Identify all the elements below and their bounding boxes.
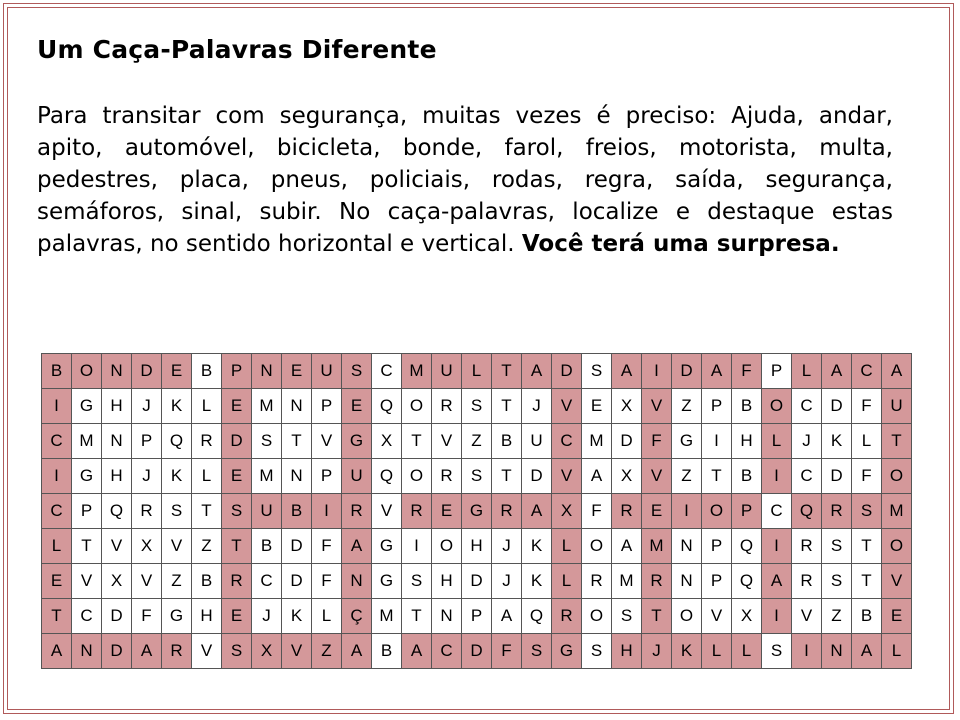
grid-cell[interactable]: P xyxy=(132,424,162,459)
grid-cell[interactable]: X xyxy=(612,459,642,494)
grid-cell[interactable]: D xyxy=(102,599,132,634)
grid-cell[interactable]: X xyxy=(612,389,642,424)
grid-cell[interactable]: L xyxy=(882,634,912,669)
grid-cell[interactable]: J xyxy=(522,389,552,424)
grid-cell[interactable]: D xyxy=(282,564,312,599)
grid-cell[interactable]: L xyxy=(312,599,342,634)
grid-cell[interactable]: J xyxy=(792,424,822,459)
grid-cell[interactable]: S xyxy=(582,354,612,389)
grid-cell[interactable]: G xyxy=(372,529,402,564)
grid-cell[interactable]: E xyxy=(222,459,252,494)
grid-cell[interactable]: V xyxy=(102,529,132,564)
grid-cell[interactable]: A xyxy=(522,354,552,389)
grid-cell[interactable]: L xyxy=(192,389,222,424)
grid-cell[interactable]: E xyxy=(582,389,612,424)
grid-cell[interactable]: A xyxy=(522,494,552,529)
grid-cell[interactable]: P xyxy=(312,459,342,494)
grid-cell[interactable]: O xyxy=(672,599,702,634)
grid-cell[interactable]: A xyxy=(612,529,642,564)
grid-cell[interactable]: B xyxy=(732,389,762,424)
grid-cell[interactable]: O xyxy=(702,494,732,529)
grid-cell[interactable]: Q xyxy=(522,599,552,634)
grid-cell[interactable]: H xyxy=(432,564,462,599)
grid-cell[interactable]: S xyxy=(342,354,372,389)
grid-cell[interactable]: S xyxy=(222,494,252,529)
grid-cell[interactable]: Ç xyxy=(342,599,372,634)
grid-cell[interactable]: R xyxy=(582,564,612,599)
grid-cell[interactable]: B xyxy=(252,529,282,564)
grid-cell[interactable]: U xyxy=(522,424,552,459)
grid-cell[interactable]: T xyxy=(42,599,72,634)
grid-cell[interactable]: P xyxy=(72,494,102,529)
grid-cell[interactable]: R xyxy=(552,599,582,634)
grid-cell[interactable]: O xyxy=(432,529,462,564)
grid-cell[interactable]: E xyxy=(882,599,912,634)
grid-cell[interactable]: T xyxy=(852,564,882,599)
grid-cell[interactable]: A xyxy=(582,459,612,494)
grid-cell[interactable]: D xyxy=(672,354,702,389)
grid-cell[interactable]: P xyxy=(312,389,342,424)
grid-cell[interactable]: R xyxy=(822,494,852,529)
grid-cell[interactable]: N xyxy=(342,564,372,599)
grid-cell[interactable]: P xyxy=(702,564,732,599)
grid-cell[interactable]: L xyxy=(852,424,882,459)
grid-cell[interactable]: G xyxy=(342,424,372,459)
grid-cell[interactable]: C xyxy=(852,354,882,389)
grid-cell[interactable]: X xyxy=(102,564,132,599)
grid-cell[interactable]: R xyxy=(432,459,462,494)
grid-cell[interactable]: F xyxy=(312,564,342,599)
grid-cell[interactable]: V xyxy=(282,634,312,669)
grid-cell[interactable]: I xyxy=(672,494,702,529)
grid-cell[interactable]: C xyxy=(42,424,72,459)
instructions-paragraph xyxy=(37,100,893,260)
grid-cell[interactable]: U xyxy=(312,354,342,389)
grid-cell[interactable]: R xyxy=(132,494,162,529)
grid-cell[interactable]: P xyxy=(702,389,732,424)
grid-cell[interactable]: F xyxy=(312,529,342,564)
grid-cell[interactable]: N xyxy=(282,459,312,494)
grid-cell[interactable]: T xyxy=(402,424,432,459)
grid-cell[interactable]: S xyxy=(612,599,642,634)
grid-cell[interactable]: I xyxy=(702,424,732,459)
grid-cell[interactable]: Z xyxy=(672,389,702,424)
grid-cell[interactable]: H xyxy=(462,529,492,564)
grid-cell[interactable]: V xyxy=(552,389,582,424)
grid-cell[interactable]: C xyxy=(762,494,792,529)
grid-cell[interactable]: D xyxy=(822,459,852,494)
grid-cell[interactable]: L xyxy=(192,459,222,494)
grid-cell[interactable]: V xyxy=(192,634,222,669)
grid-cell[interactable]: T xyxy=(72,529,102,564)
grid-cell[interactable]: S xyxy=(462,389,492,424)
grid-cell[interactable]: P xyxy=(732,494,762,529)
grid-cell[interactable]: T xyxy=(282,424,312,459)
grid-cell[interactable]: S xyxy=(762,634,792,669)
grid-cell[interactable]: G xyxy=(72,459,102,494)
grid-cell[interactable]: K xyxy=(162,459,192,494)
grid-cell[interactable]: I xyxy=(42,389,72,424)
grid-cell[interactable]: Q xyxy=(162,424,192,459)
grid-cell[interactable]: X xyxy=(732,599,762,634)
instructions-text: Para transitar com segurança, muitas vezes é preciso: Ajuda, andar, apito, automóvel, bicicleta, bonde, farol, freios, motorista, multa, pedestres, placa, pneus, policiais, rodas, regra, saída, segurança, semáforos, sinal, subir. No caça-palavras, localize e destaque estas palavras, no sentido horizontal e vertical. xyxy=(37,103,893,257)
grid-cell[interactable]: N xyxy=(102,424,132,459)
grid-cell[interactable]: A xyxy=(492,599,522,634)
grid-cell[interactable]: K xyxy=(822,424,852,459)
grid-cell[interactable]: O xyxy=(582,599,612,634)
grid-cell[interactable]: X xyxy=(132,529,162,564)
grid-cell[interactable]: D xyxy=(822,389,852,424)
grid-cell[interactable]: D xyxy=(552,354,582,389)
grid-cell[interactable]: E xyxy=(222,599,252,634)
grid-cell[interactable]: L xyxy=(762,424,792,459)
grid-cell[interactable]: O xyxy=(72,354,102,389)
grid-cell[interactable]: G xyxy=(72,389,102,424)
grid-cell[interactable]: L xyxy=(42,529,72,564)
grid-cell[interactable]: S xyxy=(162,494,192,529)
grid-cell[interactable]: D xyxy=(102,634,132,669)
grid-cell[interactable]: D xyxy=(462,634,492,669)
grid-cell[interactable]: B xyxy=(492,424,522,459)
grid-cell[interactable]: B xyxy=(42,354,72,389)
grid-cell[interactable]: J xyxy=(132,459,162,494)
grid-cell[interactable]: E xyxy=(42,564,72,599)
grid-cell[interactable]: B xyxy=(282,494,312,529)
grid-cell[interactable]: A xyxy=(612,354,642,389)
grid-cell[interactable]: A xyxy=(132,634,162,669)
grid-cell[interactable]: S xyxy=(462,459,492,494)
word-search-grid xyxy=(41,353,912,669)
grid-cell[interactable]: I xyxy=(42,459,72,494)
grid-cell[interactable]: N xyxy=(672,529,702,564)
grid-cell[interactable]: H xyxy=(102,389,132,424)
grid-cell[interactable]: C xyxy=(252,564,282,599)
grid-cell[interactable]: E xyxy=(642,494,672,529)
grid-cell[interactable]: S xyxy=(252,424,282,459)
grid-cell[interactable]: U xyxy=(252,494,282,529)
grid-cell[interactable]: G xyxy=(552,634,582,669)
grid-cell[interactable]: F xyxy=(732,354,762,389)
grid-cell[interactable]: O xyxy=(582,529,612,564)
grid-cell[interactable]: O xyxy=(402,459,432,494)
grid-cell[interactable]: S xyxy=(822,529,852,564)
grid-cell[interactable]: X xyxy=(372,424,402,459)
grid-cell[interactable]: F xyxy=(852,459,882,494)
grid-cell[interactable]: R xyxy=(162,634,192,669)
grid-cell[interactable]: K xyxy=(672,634,702,669)
grid-cell[interactable]: K xyxy=(282,599,312,634)
grid-cell[interactable]: V xyxy=(312,424,342,459)
grid-cell[interactable]: Q xyxy=(372,459,402,494)
grid-cell[interactable]: A xyxy=(42,634,72,669)
grid-cell[interactable]: A xyxy=(342,529,372,564)
grid-cell[interactable]: P xyxy=(702,529,732,564)
grid-cell[interactable]: T xyxy=(222,529,252,564)
grid-cell[interactable]: O xyxy=(402,389,432,424)
grid-cell[interactable]: R xyxy=(402,494,432,529)
grid-cell[interactable]: D xyxy=(522,459,552,494)
grid-cell[interactable]: I xyxy=(312,494,342,529)
grid-cell[interactable]: D xyxy=(132,354,162,389)
grid-cell[interactable]: B xyxy=(852,599,882,634)
grid-cell[interactable]: R xyxy=(342,494,372,529)
grid-cell[interactable]: U xyxy=(342,459,372,494)
grid-cell[interactable]: R xyxy=(432,389,462,424)
grid-cell[interactable]: Z xyxy=(192,529,222,564)
grid-cell[interactable]: M xyxy=(402,354,432,389)
grid-cell[interactable]: I xyxy=(642,354,672,389)
grid-cell[interactable]: M xyxy=(642,529,672,564)
grid-cell[interactable]: J xyxy=(492,564,522,599)
grid-cell[interactable]: A xyxy=(402,634,432,669)
grid-cell[interactable]: C xyxy=(552,424,582,459)
grid-cell[interactable]: O xyxy=(762,389,792,424)
grid-cell[interactable]: H xyxy=(102,459,132,494)
grid-cell[interactable]: U xyxy=(432,354,462,389)
grid-cell[interactable]: O xyxy=(882,529,912,564)
grid-cell[interactable]: M xyxy=(252,459,282,494)
grid-cell[interactable]: D xyxy=(462,564,492,599)
grid-cell[interactable]: K xyxy=(522,564,552,599)
grid-cell[interactable]: X xyxy=(552,494,582,529)
grid-cell[interactable]: D xyxy=(612,424,642,459)
grid-cell[interactable]: N xyxy=(72,634,102,669)
grid-cell[interactable]: H xyxy=(732,424,762,459)
grid-cell[interactable]: A xyxy=(702,354,732,389)
grid-cell[interactable]: C xyxy=(432,634,462,669)
grid-cell[interactable]: V xyxy=(642,389,672,424)
grid-cell[interactable]: C xyxy=(372,354,402,389)
grid-cell[interactable]: V xyxy=(642,459,672,494)
grid-cell[interactable]: M xyxy=(252,389,282,424)
grid-cell[interactable]: I xyxy=(762,529,792,564)
grid-cell[interactable]: A xyxy=(852,634,882,669)
grid-cell[interactable]: Q xyxy=(372,389,402,424)
grid-cell[interactable]: Z xyxy=(822,599,852,634)
page-title: Um Caça-Palavras Diferente xyxy=(37,35,437,64)
grid-cell[interactable]: J xyxy=(132,389,162,424)
grid-cell[interactable]: D xyxy=(282,529,312,564)
grid-cell[interactable]: J xyxy=(492,529,522,564)
grid-cell[interactable]: I xyxy=(402,529,432,564)
grid-cell[interactable]: N xyxy=(102,354,132,389)
grid-cell[interactable]: K xyxy=(162,389,192,424)
grid-cell[interactable]: R xyxy=(612,494,642,529)
grid-cell[interactable]: A xyxy=(822,354,852,389)
grid-cell[interactable]: U xyxy=(882,389,912,424)
grid-cell[interactable]: G xyxy=(462,494,492,529)
grid-cell[interactable]: H xyxy=(612,634,642,669)
grid-cell[interactable]: F xyxy=(852,389,882,424)
grid-cell[interactable]: I xyxy=(762,599,792,634)
grid-cell[interactable]: R xyxy=(192,424,222,459)
grid-cell[interactable]: N xyxy=(432,599,462,634)
grid-cell[interactable]: G xyxy=(372,564,402,599)
grid-cell[interactable]: F xyxy=(132,599,162,634)
grid-cell[interactable]: M xyxy=(882,494,912,529)
grid-cell[interactable]: X xyxy=(252,634,282,669)
grid-cell[interactable]: N xyxy=(252,354,282,389)
grid-cell[interactable]: D xyxy=(222,424,252,459)
grid-cell[interactable]: M xyxy=(372,599,402,634)
grid-cell[interactable]: E xyxy=(282,354,312,389)
grid-cell[interactable]: M xyxy=(582,424,612,459)
grid-cell[interactable]: R xyxy=(222,564,252,599)
grid-cell[interactable]: F xyxy=(642,424,672,459)
grid-cell[interactable]: S xyxy=(822,564,852,599)
grid-cell[interactable]: C xyxy=(792,389,822,424)
grid-cell[interactable]: B xyxy=(192,354,222,389)
grid-cell[interactable]: S xyxy=(402,564,432,599)
grid-cell[interactable]: A xyxy=(342,634,372,669)
grid-cell[interactable]: C xyxy=(72,599,102,634)
grid-cell[interactable]: C xyxy=(792,459,822,494)
grid-cell[interactable]: F xyxy=(492,634,522,669)
grid-cell[interactable]: J xyxy=(252,599,282,634)
grid-cell[interactable]: C xyxy=(42,494,72,529)
grid-cell[interactable]: V xyxy=(132,564,162,599)
grid-cell[interactable]: L xyxy=(702,634,732,669)
grid-cell[interactable]: V xyxy=(702,599,732,634)
grid-cell[interactable]: V xyxy=(552,459,582,494)
grid-cell[interactable]: Z xyxy=(462,424,492,459)
grid-cell[interactable]: T xyxy=(192,494,222,529)
grid-cell[interactable]: S xyxy=(522,634,552,669)
grid-cell[interactable]: V xyxy=(882,564,912,599)
grid-cell[interactable]: I xyxy=(792,634,822,669)
grid-cell[interactable]: K xyxy=(522,529,552,564)
grid-cell[interactable]: J xyxy=(642,634,672,669)
grid-cell[interactable]: R xyxy=(792,564,822,599)
grid-cell[interactable]: L xyxy=(792,354,822,389)
grid-cell[interactable]: S xyxy=(852,494,882,529)
grid-cell[interactable]: T xyxy=(402,599,432,634)
grid-cell[interactable]: N xyxy=(282,389,312,424)
grid-cell[interactable]: Z xyxy=(312,634,342,669)
grid-cell[interactable]: Z xyxy=(162,564,192,599)
grid-cell[interactable]: Z xyxy=(672,459,702,494)
grid-cell[interactable]: T xyxy=(642,599,672,634)
grid-cell[interactable]: P xyxy=(222,354,252,389)
grid-cell[interactable]: V xyxy=(72,564,102,599)
grid-cell[interactable]: M xyxy=(612,564,642,599)
grid-cell[interactable]: V xyxy=(432,424,462,459)
grid-cell[interactable]: I xyxy=(762,459,792,494)
grid-cell[interactable]: N xyxy=(822,634,852,669)
grid-cell[interactable]: B xyxy=(732,459,762,494)
grid-cell[interactable]: L xyxy=(732,634,762,669)
grid-cell[interactable]: V xyxy=(372,494,402,529)
grid-cell[interactable]: E xyxy=(162,354,192,389)
grid-cell[interactable]: Q xyxy=(102,494,132,529)
grid-cell[interactable]: S xyxy=(222,634,252,669)
grid-cell[interactable]: B xyxy=(192,564,222,599)
instructions-emphasis: Você terá uma surpresa. xyxy=(521,231,840,257)
grid-cell[interactable]: S xyxy=(582,634,612,669)
grid-cell[interactable]: H xyxy=(192,599,222,634)
grid-cell[interactable]: T xyxy=(492,389,522,424)
grid-cell[interactable]: Q xyxy=(792,494,822,529)
grid-cell[interactable]: T xyxy=(852,529,882,564)
grid-cell[interactable]: A xyxy=(882,354,912,389)
grid-cell[interactable]: Q xyxy=(732,529,762,564)
grid-cell[interactable]: E xyxy=(222,389,252,424)
grid-cell[interactable]: G xyxy=(672,424,702,459)
grid-cell[interactable]: L xyxy=(462,354,492,389)
grid-cell[interactable]: T xyxy=(882,424,912,459)
grid-cell[interactable]: E xyxy=(432,494,462,529)
grid-cell[interactable]: E xyxy=(342,389,372,424)
grid-cell[interactable]: T xyxy=(492,459,522,494)
grid-cell[interactable]: N xyxy=(672,564,702,599)
grid-cell[interactable]: R xyxy=(792,529,822,564)
grid-cell[interactable]: L xyxy=(552,564,582,599)
grid-cell[interactable]: V xyxy=(792,599,822,634)
grid-cell[interactable]: P xyxy=(462,599,492,634)
grid-cell[interactable]: G xyxy=(162,599,192,634)
grid-cell[interactable]: L xyxy=(552,529,582,564)
grid-cell[interactable]: Q xyxy=(732,564,762,599)
grid-cell[interactable]: B xyxy=(372,634,402,669)
grid-cell[interactable]: V xyxy=(162,529,192,564)
grid-cell[interactable]: T xyxy=(702,459,732,494)
grid-cell[interactable]: R xyxy=(642,564,672,599)
grid-cell[interactable]: R xyxy=(492,494,522,529)
grid-cell[interactable]: F xyxy=(582,494,612,529)
grid-cell[interactable]: M xyxy=(72,424,102,459)
grid-cell[interactable]: P xyxy=(762,354,792,389)
grid-cell[interactable]: O xyxy=(882,459,912,494)
grid-cell[interactable]: T xyxy=(492,354,522,389)
grid-cell[interactable]: A xyxy=(762,564,792,599)
